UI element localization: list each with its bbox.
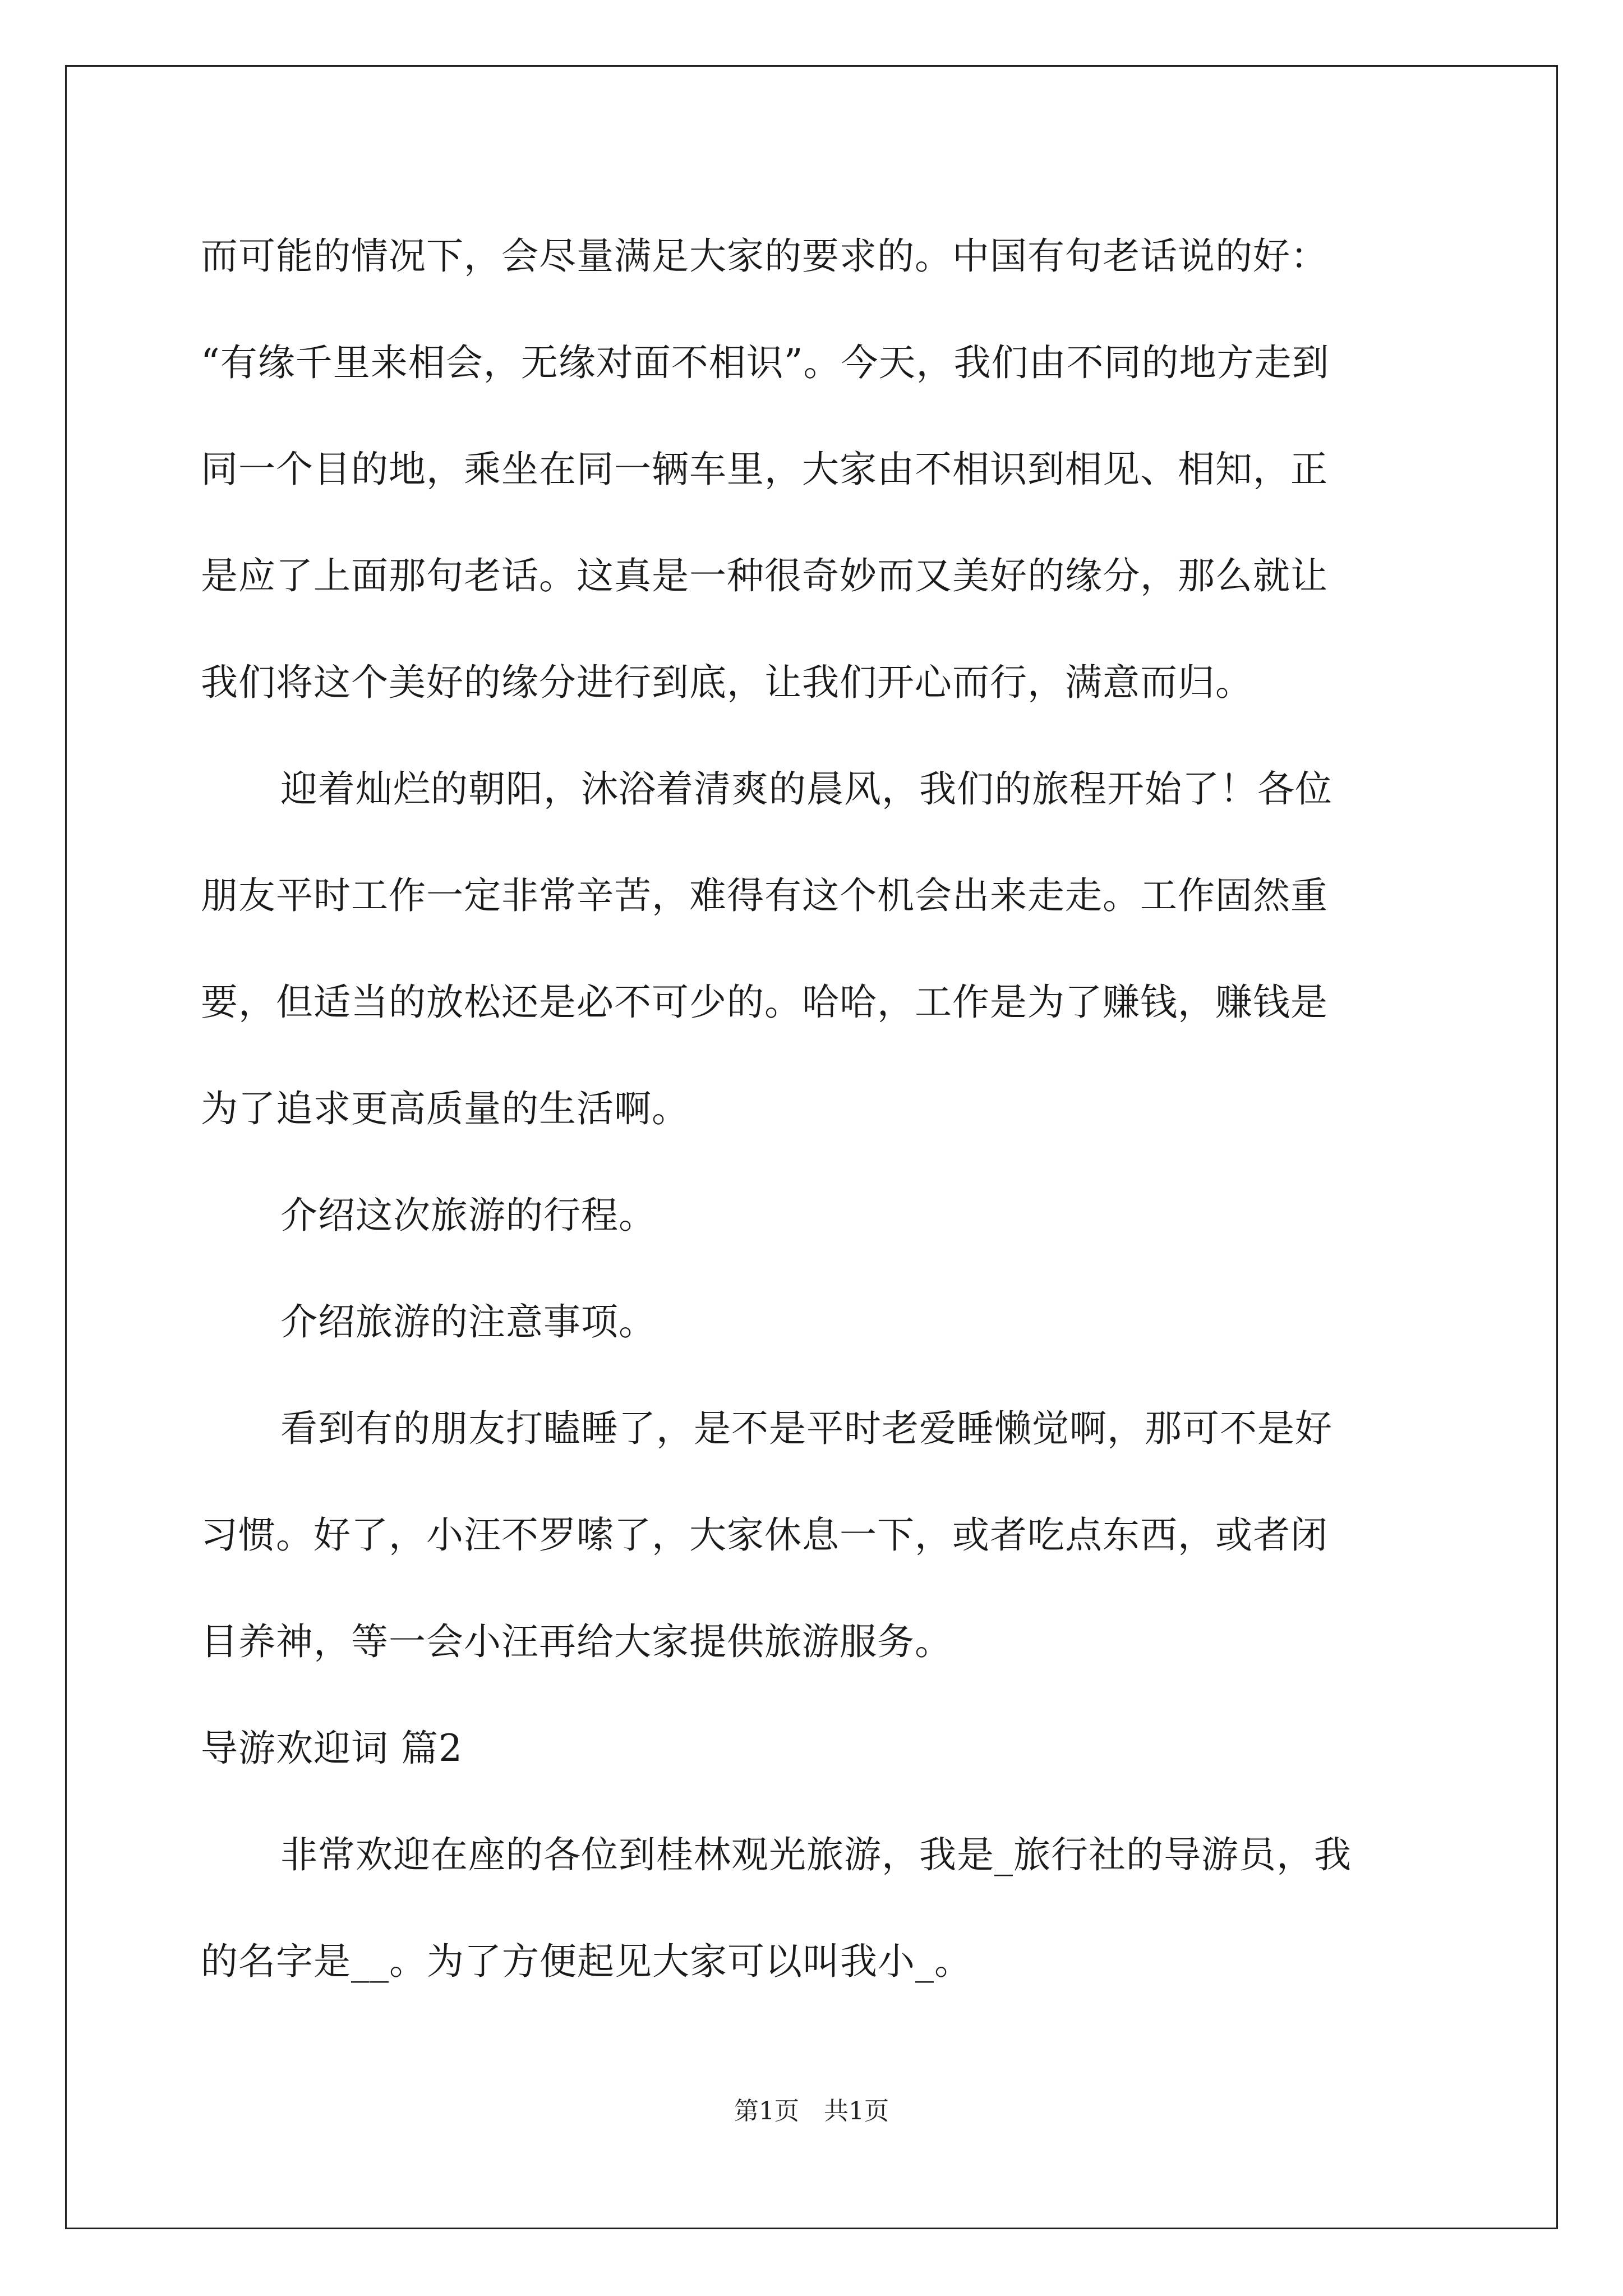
text-line: 习惯。好了，小汪不罗嗦了，大家休息一下，或者吃点东西，或者闭 (201, 1513, 1328, 1557)
text-line: 的名字是__。为了方便起见大家可以叫我小_。 (201, 1940, 972, 1983)
paragraph-start-line: 看到有的朋友打瞌睡了，是不是平时老爱睡懒觉啊，那可不是好 (280, 1407, 1332, 1450)
paragraph-start-line: 介绍这次旅游的行程。 (280, 1194, 656, 1237)
text-line: 是应了上面那句老话。这真是一种很奇妙而又美好的缘分，那么就让 (201, 554, 1328, 597)
page-footer (0, 2091, 1623, 2127)
section-heading: 导游欢迎词 篇2 (201, 1727, 463, 1770)
text-line: 我们将这个美好的缘分进行到底，让我们开心而行，满意而归。 (201, 661, 1253, 704)
text-line: 朋友平时工作一定非常辛苦，难得有这个机会出来走走。工作固然重 (201, 874, 1328, 917)
text-line: “有缘千里来相会，无缘对面不相识”。今天，我们由不同的地方走到 (201, 341, 1330, 384)
text-line: 为了追求更高质量的生活啊。 (201, 1087, 689, 1130)
text-line: 同一个目的地，乘坐在同一辆车里，大家由不相识到相见、相知，正 (201, 448, 1328, 491)
paragraph-start-line: 迎着灿烂的朝阳，沐浴着清爽的晨风，我们的旅程开始了！各位 (280, 767, 1332, 811)
text-line: 目养神，等一会小汪再给大家提供旅游服务。 (201, 1620, 952, 1663)
document-body (201, 214, 1423, 2026)
text-line: 而可能的情况下，会尽量满足大家的要求的。中国有句老话说的好： (201, 234, 1328, 278)
page-total: 共1页 (824, 2097, 889, 2125)
paragraph-start-line: 非常欢迎在座的各位到桂林观光旅游，我是_旅行社的导游员，我 (280, 1833, 1352, 1876)
page-number: 第1页 (734, 2097, 799, 2125)
paragraph-start-line: 介绍旅游的注意事项。 (280, 1300, 656, 1343)
text-line: 要，但适当的放松还是必不可少的。哈哈，工作是为了赚钱，赚钱是 (201, 981, 1328, 1024)
